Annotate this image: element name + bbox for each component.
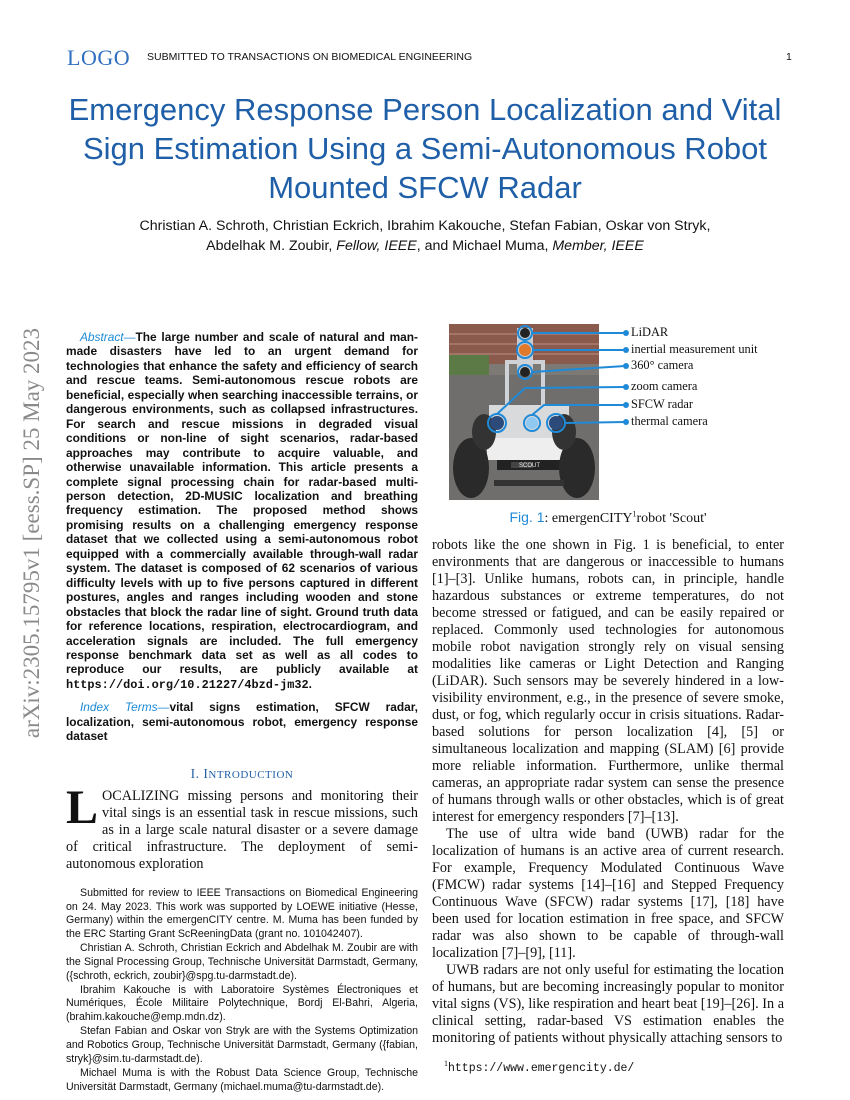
- footnote-ref[interactable]: 1: [632, 509, 637, 519]
- arxiv-identifier[interactable]: arXiv:2305.15795v1 [eess.SP] 25 May 2023: [19, 327, 44, 739]
- heading-rest: NTRODUCTION: [208, 768, 294, 781]
- authors-line-1: Christian A. Schroth, Christian Eckrich, Ibrahim Kakouche, Stefan Fabian, Oskar von Stryk,: [139, 218, 711, 234]
- paragraph-uwb-localization: The use of ultra wide band (UWB) radar for the localization of humans is an active area of current research. For example, Frequency Modulated Continuous Wave (FMCW) radar systems [14]–[16] and Stepped Frequency Continuous Wave (SFCW) radar systems [17], [18] have been used for location estimation in free space, and SFCW radar was also shown to be capable of through-wall localization [7]–[9], [11].: [432, 826, 784, 961]
- right-column: [432, 320, 784, 1075]
- section-heading-introduction: [66, 766, 418, 782]
- footnote-url: [444, 1059, 784, 1075]
- caption-text-b: robot 'Scout': [636, 511, 707, 526]
- intro-text: missing persons and monitoring their vital sings is an essential task in rescue missions, such as in a large scale natural disaster or a severe damage of critical infrastructure. The deployment of semi-autonomous exploration: [66, 787, 418, 872]
- figure-robot: [449, 320, 789, 505]
- label-thermal-camera: thermal camera: [631, 414, 708, 428]
- journal-logo: LOGO: [67, 45, 131, 70]
- dataset-link[interactable]: https://doi.org/10.21227/4bzd-jm32: [66, 677, 309, 692]
- drop-cap: L: [66, 780, 99, 834]
- figure-label[interactable]: Fig. 1: [509, 509, 545, 525]
- caption-text-a: : emergenCITY: [544, 511, 633, 526]
- author-list: [60, 217, 790, 256]
- title-block: [40, 90, 810, 256]
- footnote-submission: Submitted for review to IEEE Transactions on Biomedical Engineering on 24. May 2023. This work was supported by LOEWE initiative (Hesse, Germany) within the emergenCITY centre. M. Muma has been funded by the ERC Starting Grant ScReeningData (grant no. 101042407).: [66, 886, 418, 941]
- journal-name: SUBMITTED TO TRANSACTIONS ON BIOMEDICAL ENGINEERING: [147, 51, 473, 63]
- paper-title: Emergency Response Person Localization and Vital Sign Estimation Using a Semi-Autonomous Robot Mounted SFCW Radar: [68, 92, 782, 205]
- paragraph-vital-signs: UWB radars are not only useful for estimating the location of humans, but are becoming increasingly popular to monitor vital signs (VS), like respiration and heart beat [19]–[26]. In a clinical setting, radar-based VS estimation enables the monitoring of patients without physically attaching sensors to: [432, 962, 784, 1046]
- label-lidar: LiDAR: [631, 325, 669, 339]
- index-terms-label: Index Terms—: [80, 700, 170, 715]
- figure-caption: [432, 509, 784, 527]
- right-column-body: [432, 537, 784, 1047]
- heading-initial: I: [203, 765, 209, 781]
- left-column: [66, 330, 418, 1094]
- introduction-paragraph: [66, 780, 418, 873]
- robot-badge: SCOUT: [519, 463, 540, 469]
- abstract-text: The large number and scale of natural and man-made disasters have led to an urgent demand for technologies that enhance the safety and efficiency of search and rescue teams. Semi-autonomous rescue robots are beneficial, especially when searching inaccessible terrains, or dangerous environments, such as collapsed infrastructures. For search and rescue missions in degraded visual conditions or non-line of sight scenarios, radar-based approaches may contribute to acquire valuable, and otherwise unavailable information. This article presents a complete signal processing chain for radar-based multi-person detection, 2D-MUSIC localization and breathing frequency estimation. The proposed method shows promising results on a challenging emergency response dataset that we collected using a semi-autonomous robot equipped with a commercially available through-wall radar system. The dataset is composed of 62 scenarios of various difficulty levels with up to five persons captured in different postures, angles and ranges including wooden and stone obstacles that block the radar line of sight. Ground truth data for reference locations, respiration, electrocardiogram, and acceleration signals are included. The full emergency response benchmark data set as well as all codes to reproduce our results, are publicly available at: [66, 330, 418, 677]
- footnote-affiliation-emp: Ibrahim Kakouche is with Laboratoire Systèmes Électroniques et Numériques, École Militaire Polytechnique, Bordj El-Bahri, Algeria, (brahim.kakouche@emp.mdn.dz).: [66, 983, 418, 1024]
- abstract-end: .: [308, 676, 312, 691]
- label-sfcw-radar: SFCW radar: [631, 397, 694, 411]
- section-number: I.: [190, 765, 204, 781]
- author-footnotes: [66, 887, 418, 1095]
- authors-line-2: [60, 237, 790, 257]
- member-title: Member, IEEE: [552, 237, 644, 254]
- label-zoom-camera: zoom camera: [631, 379, 698, 393]
- label-360-camera: 360° camera: [631, 358, 694, 372]
- footnote-affiliation-spg: Christian A. Schroth, Christian Eckrich and Abdelhak M. Zoubir are with the Signal Processing Group, Technische Universität Darmstadt, Germany, ({schroth, eckrich, zoubir}@spg.tu-darmstadt.de).: [66, 942, 418, 982]
- emergencity-link[interactable]: https://www.emergencity.de/: [448, 1061, 635, 1075]
- abstract: [66, 330, 418, 692]
- page-number: 1: [786, 51, 792, 63]
- index-terms-text: vital signs estimation, SFCW radar, localization, semi-autonomous robot, emergency response dataset: [66, 700, 418, 744]
- abstract-label: Abstract—: [80, 330, 136, 344]
- author-zoubir: Abdelhak M. Zoubir,: [206, 237, 337, 254]
- index-terms: [66, 700, 418, 743]
- footnote-affiliation-sim: Stefan Fabian and Oskar von Stryk are with the Systems Optimization and Robotics Group, Technische Universität Darmstadt, Germany ({fabian, stryk}@sim.tu-darmstadt.de).: [66, 1025, 418, 1065]
- author-muma: , and Michael Muma,: [416, 237, 553, 254]
- fellow-title: Fellow, IEEE: [336, 237, 417, 254]
- footnote-mark: 1: [444, 1059, 448, 1068]
- paragraph-robots: robots like the one shown in Fig. 1 is beneficial, to enter environments that are dangerous or inaccessible to humans [1]–[3]. Unlike humans, robots can, in principle, handle hazardous substances or extreme temperatures, do not become stressed or fatigued, and can be easily repaired or replaced. Commonly used technologies for autonomous mobile robot navigation strongly rely on visual sensing modalities like cameras or Light Detection and Ranging (LiDAR). Such sensors may be severely hindered in a low-visibility environment, e.g., in the presence of severe smoke, dust, or fog, which regularly occur in crisis situations. Radar-based solutions for person localization [4], [5] or simultaneous localization and mapping (SLAM) [6] provide more reliable information. Furthermore, unlike thermal cameras, an appropriate radar system can sense the presence of humans through walls or other obstacles, which is of great interest for emergency responders [7]–[13].: [432, 537, 784, 825]
- intro-lead: OCALIZING: [102, 787, 180, 804]
- footnote-affiliation-rds: Michael Muma is with the Robust Data Science Group, Technische Universität Darmstadt, Germany (michael.muma@tu-darmstadt.de).: [66, 1066, 418, 1093]
- label-imu: inertial measurement unit: [631, 342, 758, 356]
